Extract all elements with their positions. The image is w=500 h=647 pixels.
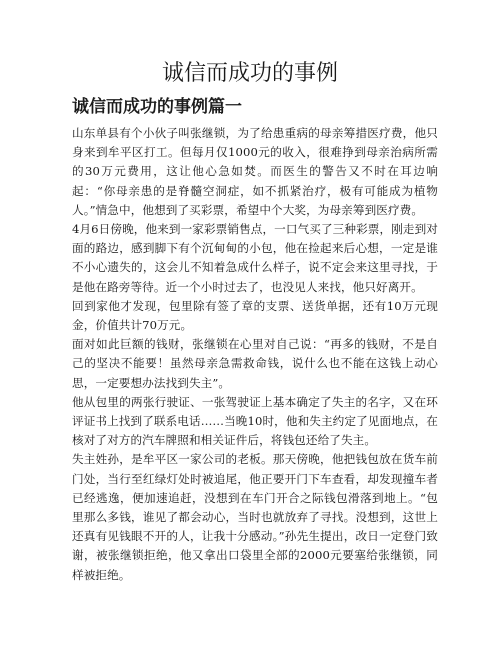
body-text <box>72 124 438 585</box>
section-heading: 诚信而成功的事例篇一 <box>72 97 242 117</box>
paragraph: 回到家他才发现，包里除有签了章的支票、送货单据，还有10万元现金，价值共计70万元。 <box>72 298 438 333</box>
paragraph: 失主姓孙，是牟平区一家公司的老板。那天傍晚，他把钱包放在货车前门处，当行至红绿灯处时被追尾，他正要开门下车查看，却发现撞车者已经逃逸，便加速追赶，没想到在车门开合之际钱包滑落到地上。“包里那么多钱，谁见了都会动心，当时也就放弃了寻找。没想到，这世上还真有见钱眼不开的人，让我十分感动。”孙先生提出，改日一定登门致谢，被张继锁拒绝，他又拿出口袋里全部的2000元要塞给张继锁，同样被拒绝。 <box>72 452 438 582</box>
paragraph: 他从包里的两张行驶证、一张驾驶证上基本确定了失主的名字，又在环评证书上找到了联系电话……当晚10时，他和失主约定了见面地点，在核对了对方的汽车牌照和相关证件后，将钱包还给了失主。 <box>72 394 438 448</box>
paragraph: 面对如此巨额的钱财，张继锁在心里对自己说：“再多的钱财，不是自己的坚决不能要！虽然母亲急需救命钱，说什么也不能在这钱上动心思，一定要想办法找到失主”。 <box>72 337 438 390</box>
paragraph: 山东单县有个小伙子叫张继锁，为了给患重病的母亲筹措医疗费，他只身来到牟平区打工。但每月仅1000元的收入，很难挣到母亲治病所需的30万元费用，这让他心急如焚。而医生的警告又不时在耳边响起：“你母亲患的是脊髓空洞症，如不抓紧治疗，极有可能成为植物人。”情急中，他想到了买彩票，希望中个大奖，为母亲筹到医疗费。 <box>72 126 438 217</box>
paragraph: 4月6日傍晚，他来到一家彩票销售点，一口气买了三种彩票，刚走到对面的路边，感到脚下有个沉甸甸的小包，他在捡起来后心想，一定是谁不小心遗失的，这会儿不知着急成什么样子，说不定会来这里寻找，于是他在路旁等待。近一个小时过去了，也没见人来找，他只好离开。 <box>72 222 438 294</box>
document-title: 诚信而成功的事例 <box>161 61 338 86</box>
